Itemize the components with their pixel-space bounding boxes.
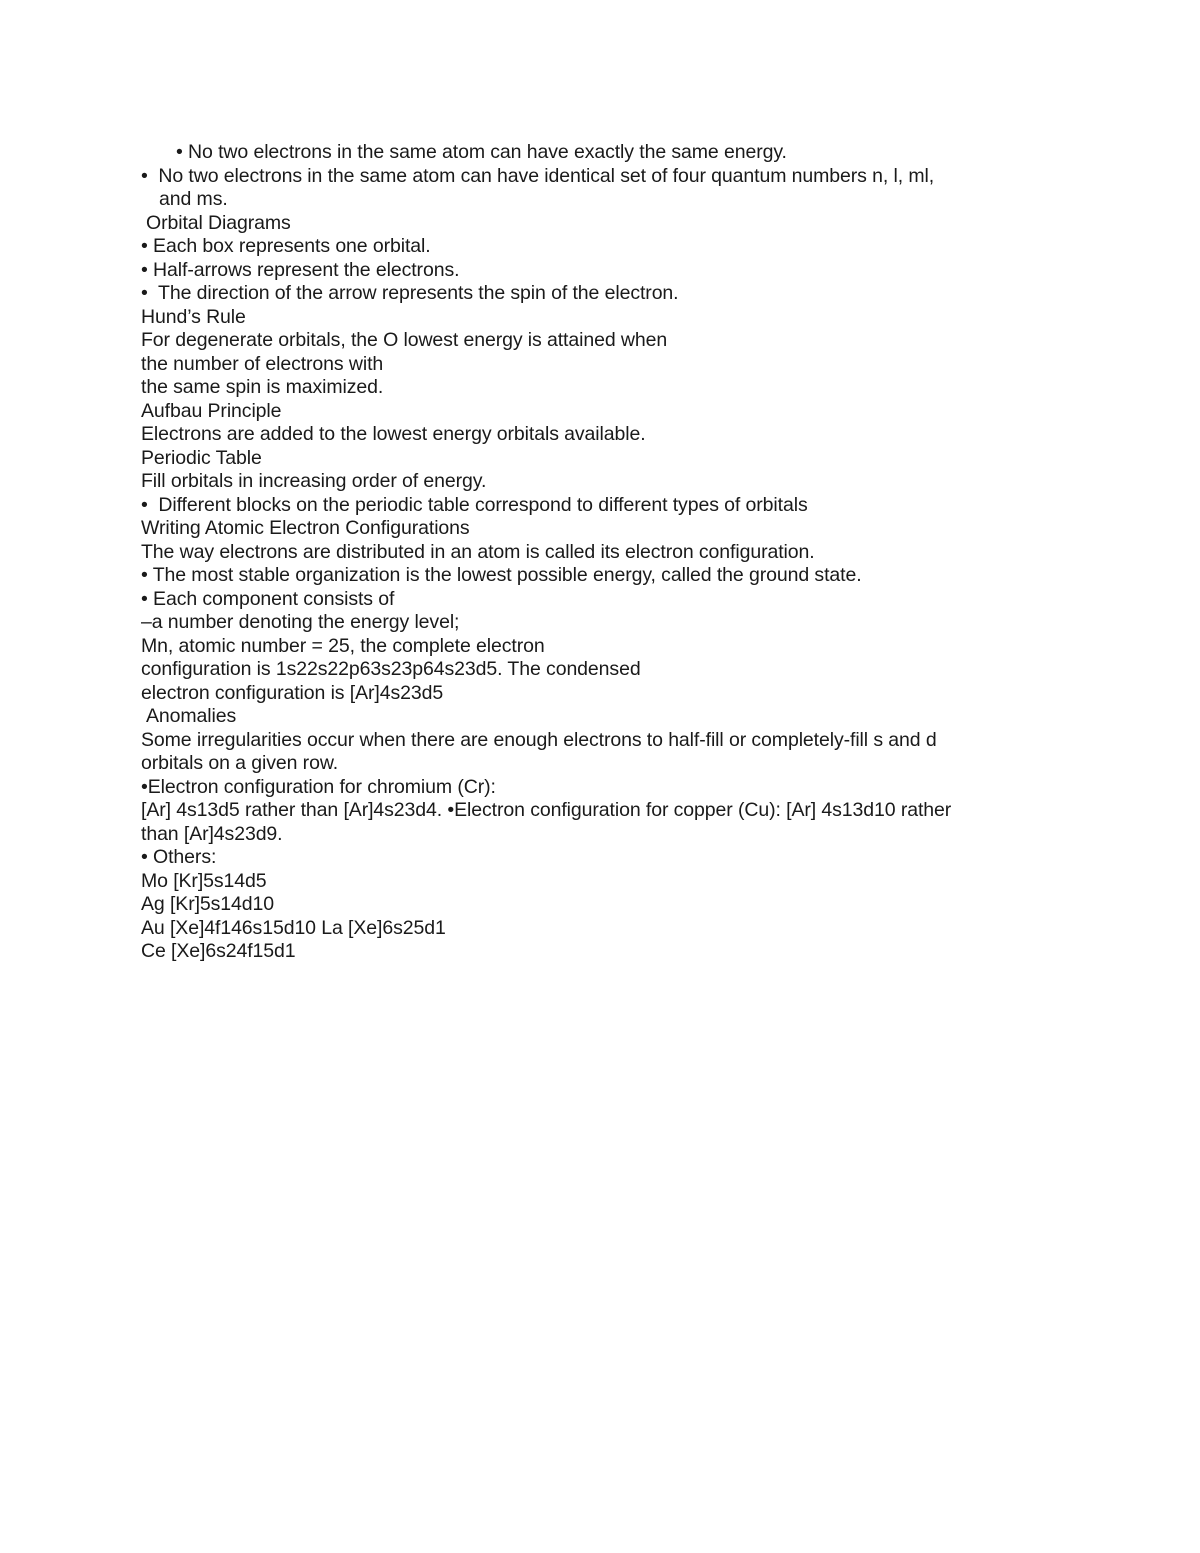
text-line: • Each component consists of bbox=[141, 587, 395, 610]
text-line: the number of electrons with bbox=[141, 352, 384, 375]
text-line: than [Ar]4s23d9. bbox=[141, 822, 283, 845]
text-line: • The most stable organization is the lowest possible energy, called the ground state. bbox=[141, 564, 862, 586]
document-body bbox=[141, 141, 1071, 964]
section-heading: Anomalies bbox=[146, 705, 237, 727]
text-line: [Ar] 4s13d5 rather than [Ar]4s23d4. •Electron configuration for copper (Cu): [Ar] 4s13d10 rather bbox=[141, 799, 952, 821]
text-line: Mn, atomic number = 25, the complete electron bbox=[141, 634, 545, 657]
text-line: the same spin is maximized. bbox=[141, 376, 384, 398]
section-heading: Hund’s Rule bbox=[141, 305, 246, 328]
text-line: and ms. bbox=[159, 188, 228, 210]
text-line: –a number denoting the energy level; bbox=[141, 611, 460, 633]
text-line: For degenerate orbitals, the O lowest energy is attained when bbox=[141, 329, 668, 351]
section-heading: Aufbau Principle bbox=[141, 399, 282, 422]
text-line: configuration is 1s22s22p63s23p64s23d5. The condensed bbox=[141, 658, 641, 680]
section-heading: Orbital Diagrams bbox=[146, 211, 291, 234]
text-line: •Electron configuration for chromium (Cr): bbox=[141, 775, 496, 798]
text-line: Au [Xe]4f146s15d10 La [Xe]6s25d1 bbox=[141, 916, 446, 939]
text-line: • No two electrons in the same atom can have exactly the same energy. bbox=[176, 141, 787, 163]
text-line: Electrons are added to the lowest energy orbitals available. bbox=[141, 423, 646, 445]
text-line: Ce [Xe]6s24f15d1 bbox=[141, 940, 296, 962]
section-heading: Periodic Table bbox=[141, 446, 262, 469]
text-line: Fill orbitals in increasing order of energy. bbox=[141, 470, 487, 492]
text-line: electron configuration is [Ar]4s23d5 bbox=[141, 681, 444, 704]
text-line: • Half-arrows represent the electrons. bbox=[141, 258, 460, 281]
text-line: • Each box represents one orbital. bbox=[141, 235, 431, 257]
text-line: • Different blocks on the periodic table correspond to different types of orbitals bbox=[141, 493, 808, 516]
text-line: Ag [Kr]5s14d10 bbox=[141, 893, 275, 915]
text-line: Mo [Kr]5s14d5 bbox=[141, 869, 267, 892]
text-line: • No two electrons in the same atom can have identical set of four quantum numbers n, l, ml, bbox=[141, 164, 935, 187]
text-line: Some irregularities occur when there are enough electrons to half-fill or completely-fill s and d bbox=[141, 728, 937, 751]
text-line: orbitals on a given row. bbox=[141, 752, 339, 774]
section-heading: Writing Atomic Electron Configurations bbox=[141, 517, 470, 539]
text-line: • The direction of the arrow represents the spin of the electron. bbox=[141, 282, 679, 304]
text-line: • Others: bbox=[141, 846, 217, 868]
text-line: The way electrons are distributed in an atom is called its electron configuration. bbox=[141, 540, 815, 563]
